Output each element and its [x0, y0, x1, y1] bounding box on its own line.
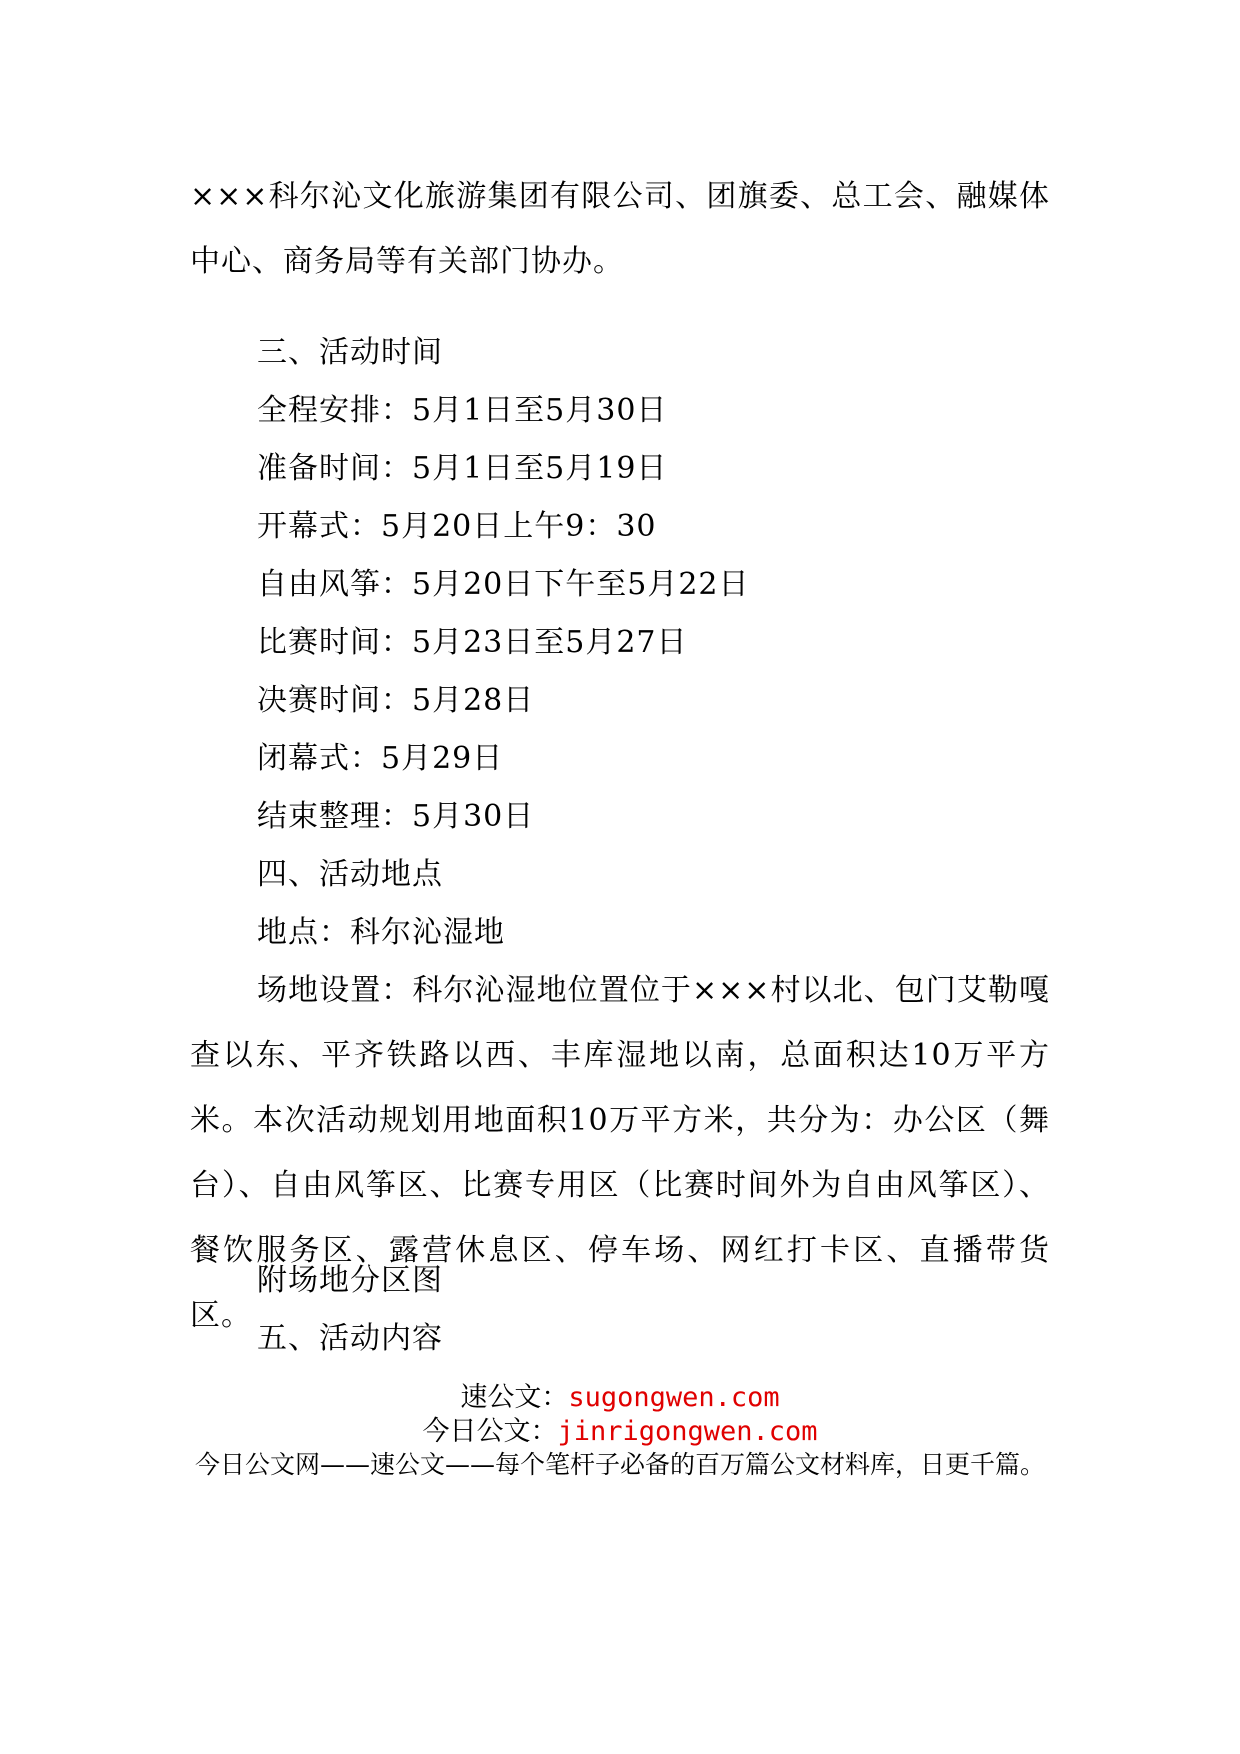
- footer-site2-label: 今日公文：: [422, 1416, 558, 1447]
- footer-site1-link[interactable]: sugongwen.com: [568, 1382, 780, 1413]
- schedule-item-cleanup: 结束整理：5月30日: [257, 799, 535, 834]
- footer-site1-label: 速公文：: [460, 1382, 569, 1413]
- schedule-item-competition: 比赛时间：5月23日至5月27日: [257, 625, 688, 660]
- schedule-item-free-kite: 自由风筝：5月20日下午至5月22日: [257, 567, 750, 602]
- section-heading-activity-location: 四、活动地点: [257, 857, 443, 892]
- section-heading-activity-content: 五、活动内容: [257, 1321, 443, 1356]
- paragraph-organizers: ×××科尔沁文化旅游集团有限公司、团旗委、总工会、融媒体中心、商务局等有关部门协办。: [190, 179, 1050, 279]
- footer-site2-link[interactable]: jinrigongwen.com: [557, 1416, 818, 1447]
- schedule-item-full: 全程安排：5月1日至5月30日: [257, 393, 668, 428]
- schedule-item-preparation: 准备时间：5月1日至5月19日: [257, 451, 668, 486]
- section-heading-activity-time: 三、活动时间: [257, 335, 443, 370]
- schedule-item-final: 决赛时间：5月28日: [257, 683, 535, 718]
- schedule-item-closing: 闭幕式：5月29日: [257, 741, 504, 776]
- schedule-item-opening: 开幕式：5月20日上午9：30: [257, 509, 657, 544]
- footer-site2: [0, 1415, 1240, 1449]
- paragraph-venue-setup: 场地设置：科尔沁湿地位置位于×××村以北、包门艾勒嘎查以东、平齐铁路以西、丰库湿地以南，总面积达10万平方米。本次活动规划用地面积10万平方米，共分为：办公区（舞台）、自由风筝区、比赛专用区（比赛时间外为自由风筝区）、餐饮服务区、露营休息区、停车场、网红打卡区、直播带货区。: [190, 973, 1050, 1333]
- footer-site1: [0, 1381, 1240, 1415]
- location-line: 地点：科尔沁湿地: [257, 915, 505, 950]
- attachment-note: 附场地分区图: [257, 1263, 443, 1298]
- footer: [0, 1381, 1240, 1481]
- footer-tagline: 今日公文网——速公文——每个笔杆子必备的百万篇公文材料库，日更千篇。: [194, 1450, 1045, 1479]
